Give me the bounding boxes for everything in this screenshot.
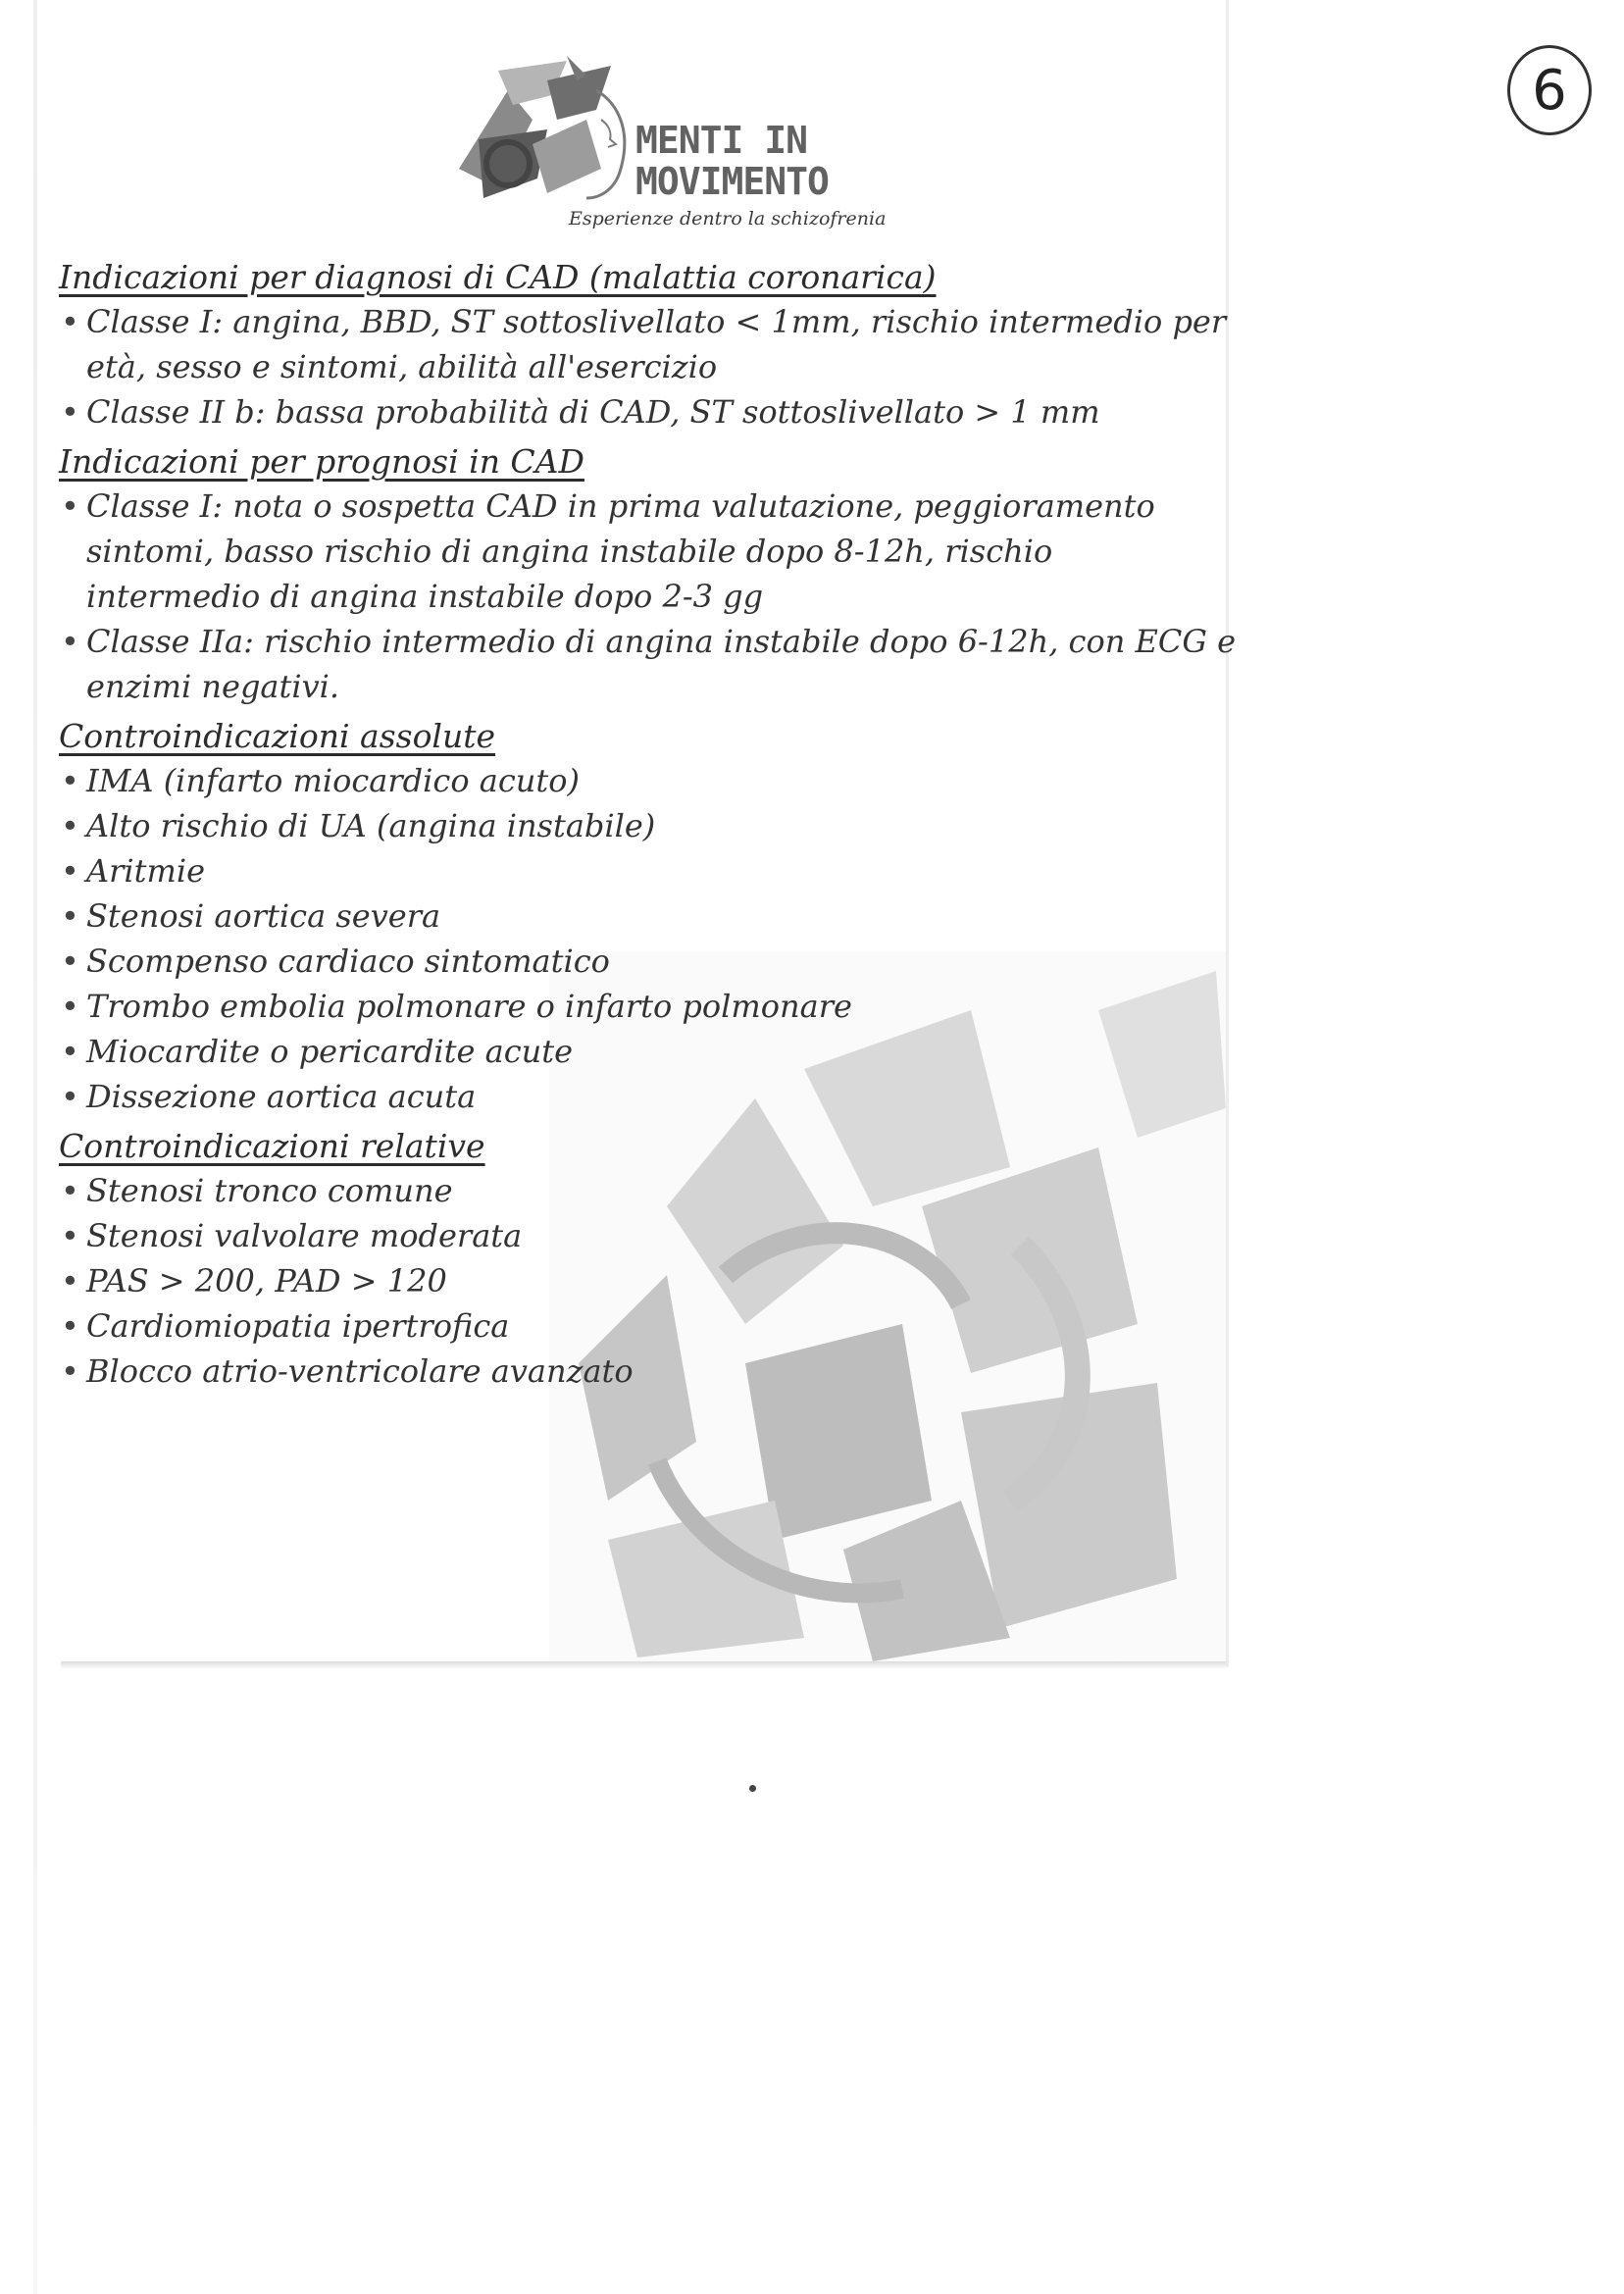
list-item: • Blocco atrio-ventricolare avanzato xyxy=(59,1349,1236,1394)
list-item: • Classe I: nota o sospetta CAD in prima valutazione, peggioramento sintomi, basso rischio di angina instabile dopo 8-12h, rischio intermedio di angina instabile dopo 2-3 gg xyxy=(59,484,1236,619)
list-item: • PAS > 200, PAD > 120 xyxy=(59,1258,1236,1303)
list-item: • Cardiomiopatia ipertrofica xyxy=(59,1303,1236,1349)
list-item: • Miocardite o pericardite acute xyxy=(59,1029,1236,1074)
scan-bottom-shadow xyxy=(61,1661,1226,1669)
list-item: • Trombo embolia polmonare o infarto polmonare xyxy=(59,984,1236,1029)
list-item: • Stenosi aortica severa xyxy=(59,893,1236,939)
ink-dot xyxy=(749,1785,756,1792)
scan-left-edge xyxy=(33,0,37,2294)
list-item: • IMA (infarto miocardico acuto) xyxy=(59,758,1236,803)
logo-title xyxy=(635,120,829,202)
list-item: • Alto rischio di UA (angina instabile) xyxy=(59,803,1236,848)
list-item: • Stenosi tronco comune xyxy=(59,1168,1236,1213)
logo-arrows-icon xyxy=(439,51,655,218)
section-prognosi xyxy=(59,440,1236,709)
section-heading: Controindicazioni relative xyxy=(59,1127,485,1165)
logo-title-line-2: MOVIMENTO xyxy=(635,160,829,203)
page-number: 6 xyxy=(1507,45,1592,135)
section-controindicazioni-assolute xyxy=(59,715,1236,1119)
section-heading: Indicazioni per diagnosi di CAD (malattia coronarica) xyxy=(59,258,937,296)
menti-in-movimento-logo xyxy=(439,51,887,247)
list-item: • Dissezione aortica acuta xyxy=(59,1074,1236,1119)
section-heading: Controindicazioni assolute xyxy=(59,717,496,755)
section-heading: Indicazioni per prognosi in CAD xyxy=(59,442,584,481)
list-item: • Aritmie xyxy=(59,848,1236,893)
section-diagnosi xyxy=(59,256,1236,434)
list-item: • Classe IIa: rischio intermedio di angina instabile dopo 6-12h, con ECG e enzimi negativi. xyxy=(59,619,1236,709)
list-item: • Classe I: angina, BBD, ST sottoslivellato < 1mm, rischio intermedio per età, sesso e sintomi, abilità all'esercizio xyxy=(59,299,1236,389)
logo-title-line-1: MENTI IN xyxy=(635,119,808,162)
section-controindicazioni-relative xyxy=(59,1125,1236,1394)
list-item: • Scompenso cardiaco sintomatico xyxy=(59,939,1236,984)
list-item: • Classe II b: bassa probabilità di CAD, ST sottoslivellato > 1 mm xyxy=(59,389,1236,434)
logo-subtitle: Esperienze dentro la schizofrenia xyxy=(569,208,887,229)
list-item: • Stenosi valvolare moderata xyxy=(59,1213,1236,1258)
notes-content xyxy=(59,250,1236,1396)
